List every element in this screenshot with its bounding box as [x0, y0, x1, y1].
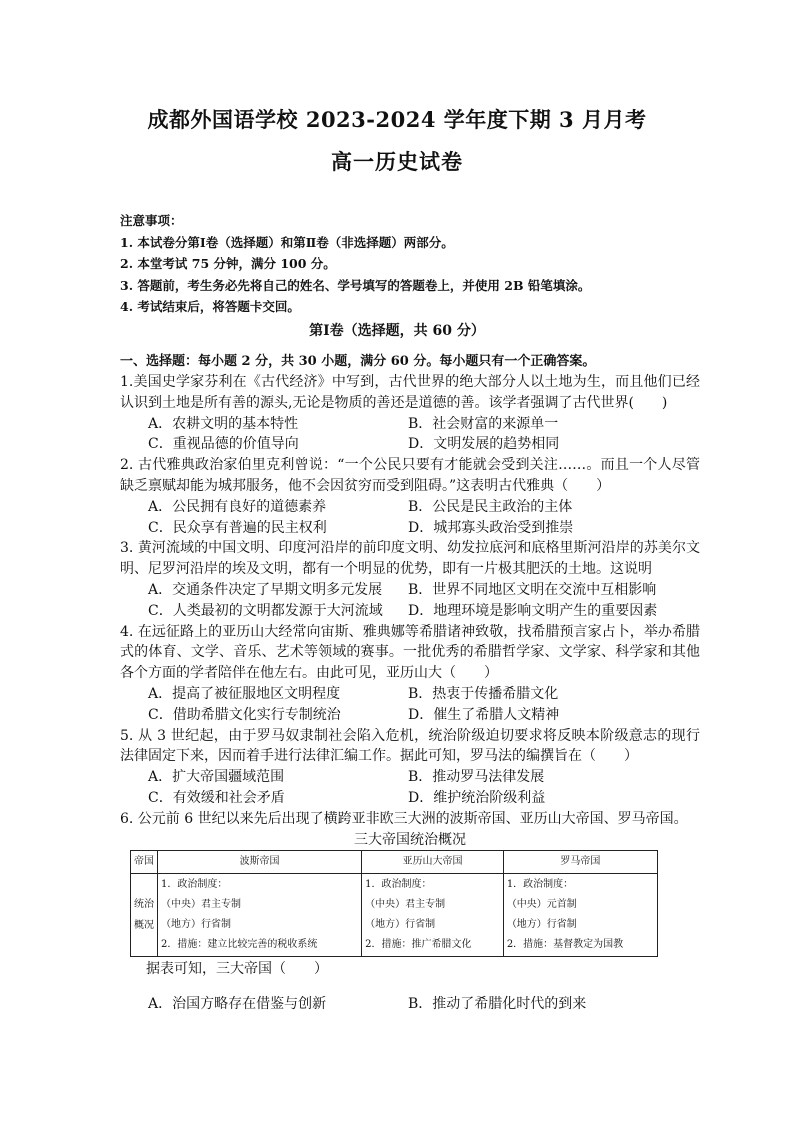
option-d[interactable]: D．城邦寡头政治受到推崇	[408, 519, 574, 536]
table-header-row	[131, 850, 658, 874]
question-stem: 6. 公元前 6 世纪以来先后出现了横跨亚非欧三大洲的波斯帝国、亚历山大帝国、罗马帝国。	[120, 810, 688, 827]
cell-line: （中央）君主专制	[161, 899, 241, 911]
exam-title: 成都外国语学校 2023-2024 学年度下期 3 月月考	[147, 107, 647, 132]
cell-line: （地方）行省制	[161, 919, 231, 931]
question-list	[120, 372, 700, 1015]
table-cell	[362, 874, 504, 957]
option-b[interactable]: B．世界不同地区文明在交流中互相影响	[408, 581, 657, 598]
notes-item: 3. 答题前，考生务必先将自己的姓名、学号填写的答题卷上，并使用 2B 铅笔填涂。	[120, 277, 591, 293]
option-b[interactable]: B．推动了希腊化时代的到来	[408, 996, 587, 1013]
option-b[interactable]: B．公民是民主政治的主体	[408, 498, 573, 515]
question-2	[120, 455, 700, 538]
part-heading: 一、选择题：每小题 2 分，共 30 小题，满分 60 分。每小题只有一个正确答案。	[120, 354, 596, 369]
option-a[interactable]: A．治国方略存在借鉴与创新	[148, 996, 327, 1013]
question-1	[120, 372, 700, 455]
empire-table	[130, 850, 658, 958]
table-header-cell: 亚历山大帝国	[362, 850, 504, 874]
option-a[interactable]: A．交通条件决定了早期文明多元发展	[148, 581, 383, 598]
notes-block	[120, 210, 590, 318]
option-a[interactable]: A．农耕文明的基本特性	[148, 415, 299, 432]
notes-item: 1. 本试卷分第Ⅰ卷（选择题）和第Ⅱ卷（非选择题）两部分。	[120, 234, 454, 250]
table-caption: 三大帝国统治概况	[354, 831, 466, 848]
option-list	[120, 684, 700, 726]
cell-line: （地方）行省制	[506, 919, 577, 931]
option-list	[120, 414, 700, 456]
notes-item: 2. 本堂考试 75 分钟，满分 100 分。	[120, 256, 336, 271]
table-row	[131, 874, 658, 957]
question-stem: 3. 黄河流域的中国文明、印度河沿岸的前印度文明、幼发拉底河和底格里斯河沿岸的苏美尔文明、尼罗河沿岸的埃及文明，都有一个明显的优势，即有一片极其肥沃的土地。这说明	[120, 540, 700, 578]
question-stem: 2. 古代雅典政治家伯里克利曾说：“一个公民只要有才能就会受到关注……。而且一个人尽管缺乏禀赋却能为城邦服务，他不会因贫穷而受到阻碍。”这表明古代雅典（ ）	[120, 457, 700, 494]
option-list	[120, 580, 700, 622]
table-cell	[158, 874, 362, 957]
option-list	[120, 497, 700, 539]
option-b[interactable]: B．社会财富的来源单一	[408, 415, 559, 432]
option-c[interactable]: C．重视品德的价值导向	[148, 436, 299, 453]
option-d[interactable]: D．文明发展的趋势相同	[408, 436, 560, 453]
option-c[interactable]: C．民众享有普遍的民主权利	[148, 519, 327, 536]
exam-subtitle: 高一历史试卷	[331, 149, 463, 174]
option-d[interactable]: D．地理环境是影响文明产生的重要因素	[408, 602, 658, 619]
option-list	[120, 994, 700, 1015]
cell-line: 2．措施：基督教定为国教	[506, 939, 624, 951]
option-d[interactable]: D．维护统治阶级利益	[408, 789, 546, 806]
table-cell	[503, 874, 657, 957]
cell-line: 2．措施：建立比较完善的税收系统	[161, 939, 318, 951]
table-header-cell: 波斯帝国	[158, 850, 362, 874]
question-6	[120, 809, 700, 1015]
question-prompt: 据表可知，三大帝国（ ）	[146, 961, 328, 978]
notes-item: 4. 考试结束后，将答题卡交回。	[120, 299, 300, 314]
table-header-cell: 罗马帝国	[503, 850, 657, 874]
cell-line: （地方）行省制	[365, 919, 436, 931]
section-title: 第Ⅰ卷（选择题，共 60 分）	[309, 323, 485, 339]
cell-line: 1．政治制度：	[365, 879, 432, 891]
option-a[interactable]: A．扩大帝国疆域范围	[148, 769, 285, 786]
cell-line: （中央）君主专制	[365, 899, 446, 911]
option-a[interactable]: A．提高了被征服地区文明程度	[148, 685, 341, 702]
question-stem: 4. 在远征路上的亚历山大经常向宙斯、雅典娜等希腊诸神致敬，找希腊预言家占卜，举办希腊式的体育、文学、音乐、艺术等领域的赛事。一批优秀的希腊哲学家、文学家、科学家和其他各个方面的学者陪伴在他左右。由此可见，亚历山大（ ）	[120, 623, 700, 682]
cell-line: （中央）元首制	[506, 899, 577, 911]
question-stem: 5. 从 3 世纪起，由于罗马奴隶制社会陷入危机，统治阶级迫切要求将反映本阶级意志的现行法律固定下来，因而着手进行法律汇编工作。据此可知，罗马法的编撰旨在（ ）	[120, 727, 700, 765]
option-a[interactable]: A．公民拥有良好的道德素养	[148, 498, 327, 515]
option-c[interactable]: C．人类最初的文明都发源于大河流域	[148, 602, 383, 619]
question-4	[120, 622, 700, 726]
option-c[interactable]: C．有效缓和社会矛盾	[148, 789, 285, 806]
option-b[interactable]: B．热衷于传播希腊文化	[408, 685, 559, 702]
question-stem: 1.美国史学家芬利在《古代经济》中写到，古代世界的绝大部分人以土地为生，而且他们已经认识到土地是所有善的源头,无论是物质的善还是道德的善。该学者强调了古代世界( )	[120, 374, 700, 411]
notes-heading: 注意事项：	[120, 213, 183, 228]
question-3	[120, 538, 700, 621]
table-row-label: 统治概况	[131, 874, 158, 957]
question-5	[120, 726, 700, 809]
table-header-cell: 帝国	[131, 850, 158, 874]
option-c[interactable]: C．借助希腊文化实行专制统治	[148, 706, 341, 723]
cell-line: 2．措施：推广希腊文化	[365, 939, 472, 951]
option-d[interactable]: D．催生了希腊人文精神	[408, 706, 560, 723]
cell-line: 1．政治制度：	[161, 879, 228, 891]
option-b[interactable]: B．推动罗马法律发展	[408, 769, 545, 786]
cell-line: 1．政治制度：	[506, 879, 574, 891]
option-list	[120, 767, 700, 809]
